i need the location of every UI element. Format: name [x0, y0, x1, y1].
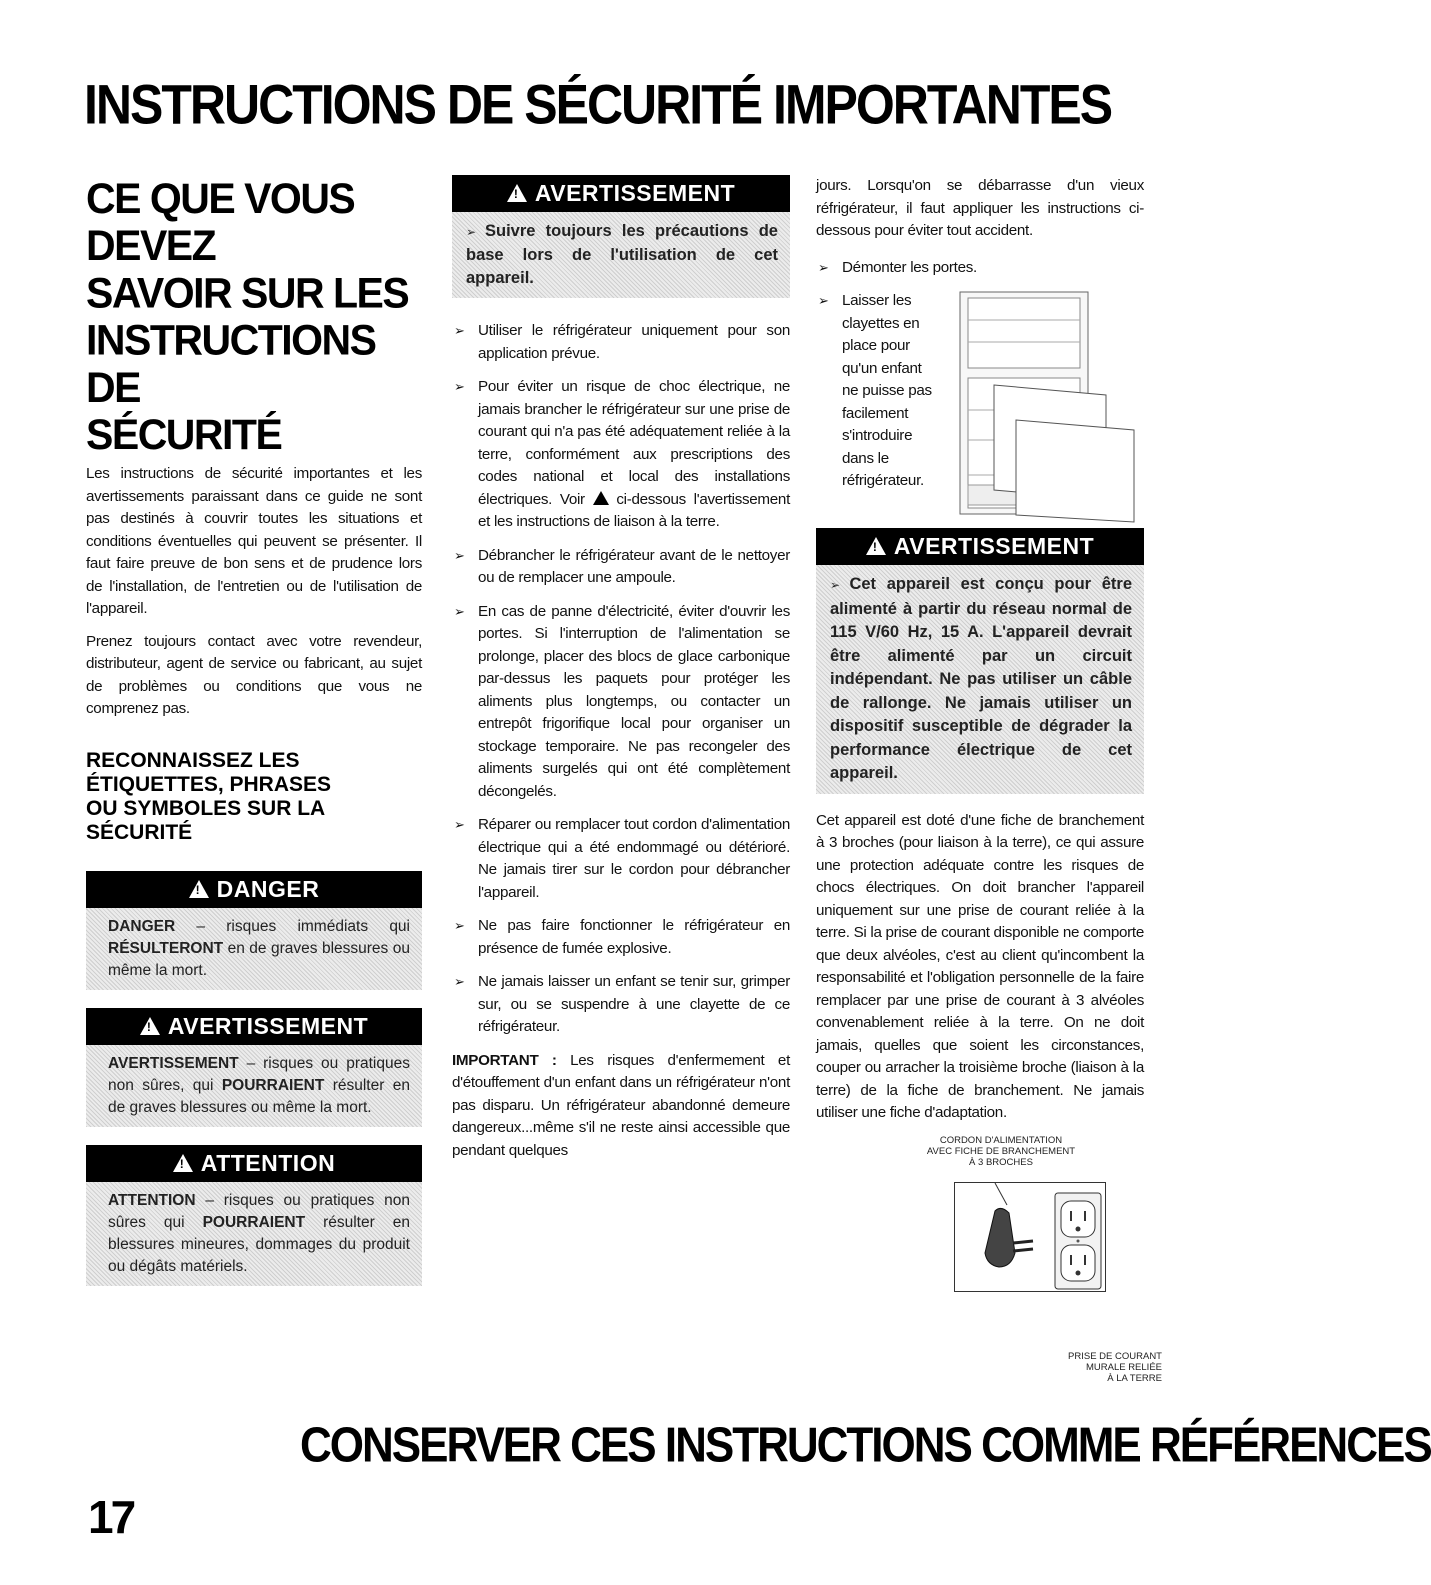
important-paragraph: [452, 1050, 790, 1163]
caution-text-a: – risques ou pratiques non sûres qui: [108, 1191, 410, 1231]
important-label: IMPORTANT :: [452, 1051, 557, 1069]
contact-paragraph: Prenez toujours contact avec votre revendeur, distributeur, agent de service ou fabricant, au sujet de problèmes ou conditions que vous ne comprenez pas.: [86, 632, 422, 717]
arrow-bullet-icon: ➢: [830, 578, 850, 592]
list-item-text: Laisser les clayettes en place pour qu'un enfant ne puisse pas facilement s'introduire dans le réfrigérateur.: [842, 292, 932, 489]
electrical-warning-box: [816, 528, 1144, 794]
warning-triangle-icon: [866, 537, 886, 555]
list-item: [452, 320, 790, 365]
important-text: Les risques d'enfermement et d'étouffement d'un enfant dans un réfrigérateur n'ont pas disparu. Un réfrigérateur abandonné demeure dangereux...même s'il ne reste ainsi accessible que pendant quelques: [452, 1051, 790, 1159]
plug-illustration: [955, 1183, 1105, 1291]
warning-text-b: résulter en de graves blessures ou même la mort.: [108, 1076, 410, 1116]
disposal-bullet-list: [816, 257, 1144, 280]
warning-triangle-icon: [593, 491, 609, 505]
general-warning-text: [452, 212, 790, 298]
warning-text: [86, 1045, 422, 1127]
list-item-text: ci-dessous l'avertissement et les instructions de liaison à la terre.: [478, 490, 790, 530]
danger-box: [86, 871, 422, 990]
cord-caption: [906, 1135, 1096, 1168]
list-item-text: Réparer ou remplacer tout cordon d'alimentation électrique qui a été endommagé ou détérioré. Ne jamais tirer sur le cordon pour débrancher l'appareil.: [478, 816, 790, 901]
caution-word: ATTENTION: [108, 1191, 196, 1209]
list-item-text: Ne pas faire fonctionner le réfrigérateur en présence de fumée explosive.: [478, 917, 790, 957]
subhead-line: RECONNAISSEZ LES: [86, 748, 300, 772]
danger-word2: RÉSULTERONT: [108, 939, 224, 957]
cord-caption-line: CORDON D'ALIMENTATION: [939, 1134, 1063, 1146]
list-item-text: Débrancher le réfrigérateur avant de le nettoyer ou de remplacer une ampoule.: [478, 546, 790, 586]
section-title: [86, 175, 422, 459]
list-item: [816, 290, 934, 493]
section-title-line: INSTRUCTIONS DE: [86, 315, 376, 412]
outlet-caption: [1052, 1351, 1162, 1384]
electrical-warning-text: [816, 565, 1144, 794]
section-title-line: SÉCURITÉ: [86, 410, 282, 459]
electrical-warning-header: [816, 528, 1144, 565]
column-right: [816, 175, 1162, 1384]
column-left: [86, 175, 422, 1304]
safety-symbols-heading: [86, 749, 422, 845]
danger-text-a: – risques immédiats qui: [175, 917, 410, 935]
outlet-caption-line: À LA TERRE: [1107, 1372, 1162, 1384]
list-item-text: Ne jamais laisser un enfant se tenir sur, grimper sur, ou se suspendre à une clayette de ce réfrigérateur.: [478, 973, 790, 1035]
list-item: [816, 257, 1144, 280]
danger-header: [86, 871, 422, 908]
list-item: [452, 545, 790, 590]
grounding-paragraph: Cet appareil est doté d'une fiche de branchement à 3 broches (pour liaison à la terre), ce qui assure une protection adéquate contre les risques de chocs électriques. On doit brancher l'appareil uniquement sur une prise de courant reliée à la terre. Si la prise de courant disponible ne comporte que deux alvéoles, c'est au client qu'incombent la responsabilité et l'obligation personnelle de la faire remplacer par une prise de courant à 3 alvéoles convenablement reliée à la terre. On ne doit jamais, quelles que soient les circonstances, couper ou arracher la troisième broche (liaison à la terre) de la fiche de branchement. Ne jamais utiliser une fiche d'adaptation.: [816, 811, 1144, 1121]
list-item: [452, 814, 790, 904]
warning-triangle-icon: [189, 880, 209, 898]
warning-word2: POURRAIENT: [221, 1076, 325, 1094]
danger-word: DANGER: [108, 917, 176, 935]
caution-label: ATTENTION: [200, 1149, 336, 1176]
subhead-line: SÉCURITÉ: [86, 820, 193, 844]
plug-illustration-box: [954, 1182, 1106, 1292]
general-warning-label: AVERTISSEMENT: [534, 180, 736, 206]
electrical-warning-text-content: Cet appareil est conçu pour être alimenté à partir du réseau normal de 115 V/60 Hz, 15 A. L'appareil devrait être alimenté par un circuit indépendant. Ne pas utiliser un câble de rallonge. Ne jamais utiliser un dispositif susceptible de dégrader la performance électrique de cet appareil.: [830, 575, 1132, 782]
warning-header: [86, 1008, 422, 1045]
outlet-caption-line: PRISE DE COURANT: [1068, 1350, 1162, 1362]
cord-caption-line: AVEC FICHE DE BRANCHEMENT: [926, 1145, 1076, 1157]
outlet-caption-line: MURALE RELIÉE: [1085, 1361, 1162, 1373]
list-item: [452, 601, 790, 804]
subhead-line: OU SYMBOLES SUR LA: [86, 796, 326, 820]
warning-triangle-icon: [140, 1017, 160, 1035]
danger-label: DANGER: [216, 875, 320, 902]
list-item-text: En cas de panne d'électricité, éviter d'ouvrir les portes. Si l'interruption de l'alimentation se prolonge, placer des blocs de glace carbonique par-dessus les paquets pour protéger les aliments plus longtemps, ou contacter un entrepôt frigorifique local pour organiser un stockage temporaire. Ne pas recongeler des aliments surgelés qui ont été complètement décongelés.: [478, 602, 790, 800]
section-title-line: SAVOIR SUR LES: [86, 268, 409, 317]
caution-box: [86, 1145, 422, 1286]
caution-word2: POURRAIENT: [202, 1213, 306, 1231]
plug-figure: [816, 1134, 1162, 1384]
section-title-line: CE QUE VOUS DEVEZ: [86, 173, 355, 270]
intro-paragraph: Les instructions de sécurité importantes et les avertissements paraissant dans ce guide ne sont pas destinés à couvrir toutes les situations et conditions éventuelles qui peuvent se présenter. Il faut faire preuve de bon sens et de prudence lors de l'installation, de l'entretien ou de l'utilisation de l'appareil.: [86, 465, 422, 617]
fridge-illustration: [956, 290, 1144, 522]
warning-word: AVERTISSEMENT: [108, 1054, 239, 1072]
list-item: [452, 971, 790, 1039]
column-middle: [452, 175, 790, 1172]
danger-text-b: en de graves blessures ou même la mort.: [108, 939, 410, 979]
list-item-text: Utiliser le réfrigérateur uniquement pour son application prévue.: [478, 322, 790, 362]
caution-header: [86, 1145, 422, 1182]
list-item: [452, 376, 790, 534]
general-warning-box: [452, 175, 790, 298]
footer-title: CONSERVER CES INSTRUCTIONS COMME RÉFÉRENCES: [300, 1418, 1431, 1473]
warning-triangle-icon: [507, 184, 527, 202]
warning-label: AVERTISSEMENT: [167, 1012, 369, 1039]
fridge-row: [816, 290, 1144, 522]
list-item: [452, 915, 790, 960]
danger-text: [86, 908, 422, 990]
caution-text: [86, 1182, 422, 1286]
page-title: INSTRUCTIONS DE SÉCURITÉ IMPORTANTES: [84, 73, 1112, 136]
list-item-text: Démonter les portes.: [842, 258, 977, 276]
fridge-bullet: [816, 290, 934, 504]
warning-box: [86, 1008, 422, 1127]
electrical-warning-label: AVERTISSEMENT: [893, 533, 1095, 559]
page-number: 17: [88, 1491, 134, 1543]
cord-caption-line: À 3 BROCHES: [969, 1156, 1033, 1168]
arrow-bullet-icon: ➢: [466, 225, 486, 239]
disposal-paragraph: jours. Lorsqu'on se débarrasse d'un vieux réfrigérateur, il faut appliquer les instructions ci-dessous pour éviter tout accident.: [816, 177, 1144, 239]
warning-text-a: – risques ou pratiques non sûres, qui: [108, 1054, 410, 1094]
general-warning-header: [452, 175, 790, 212]
subhead-line: ÉTIQUETTES, PHRASES: [86, 772, 332, 796]
safety-bullet-list: [452, 320, 790, 1039]
caution-text-b: résulter en blessures mineures, dommages du produit ou dégâts matériels.: [108, 1213, 410, 1275]
general-warning-text-content: Suivre toujours les précautions de base lors de l'utilisation de cet appareil.: [466, 222, 778, 287]
warning-triangle-icon: [173, 1154, 193, 1172]
list-item-text: Pour éviter un risque de choc électrique, ne jamais brancher le réfrigérateur sur une prise de courant qui n'a pas été adéquatement reliée à la terre, conformément aux prescriptions des codes national et local des installations électriques. Voir: [478, 378, 790, 508]
